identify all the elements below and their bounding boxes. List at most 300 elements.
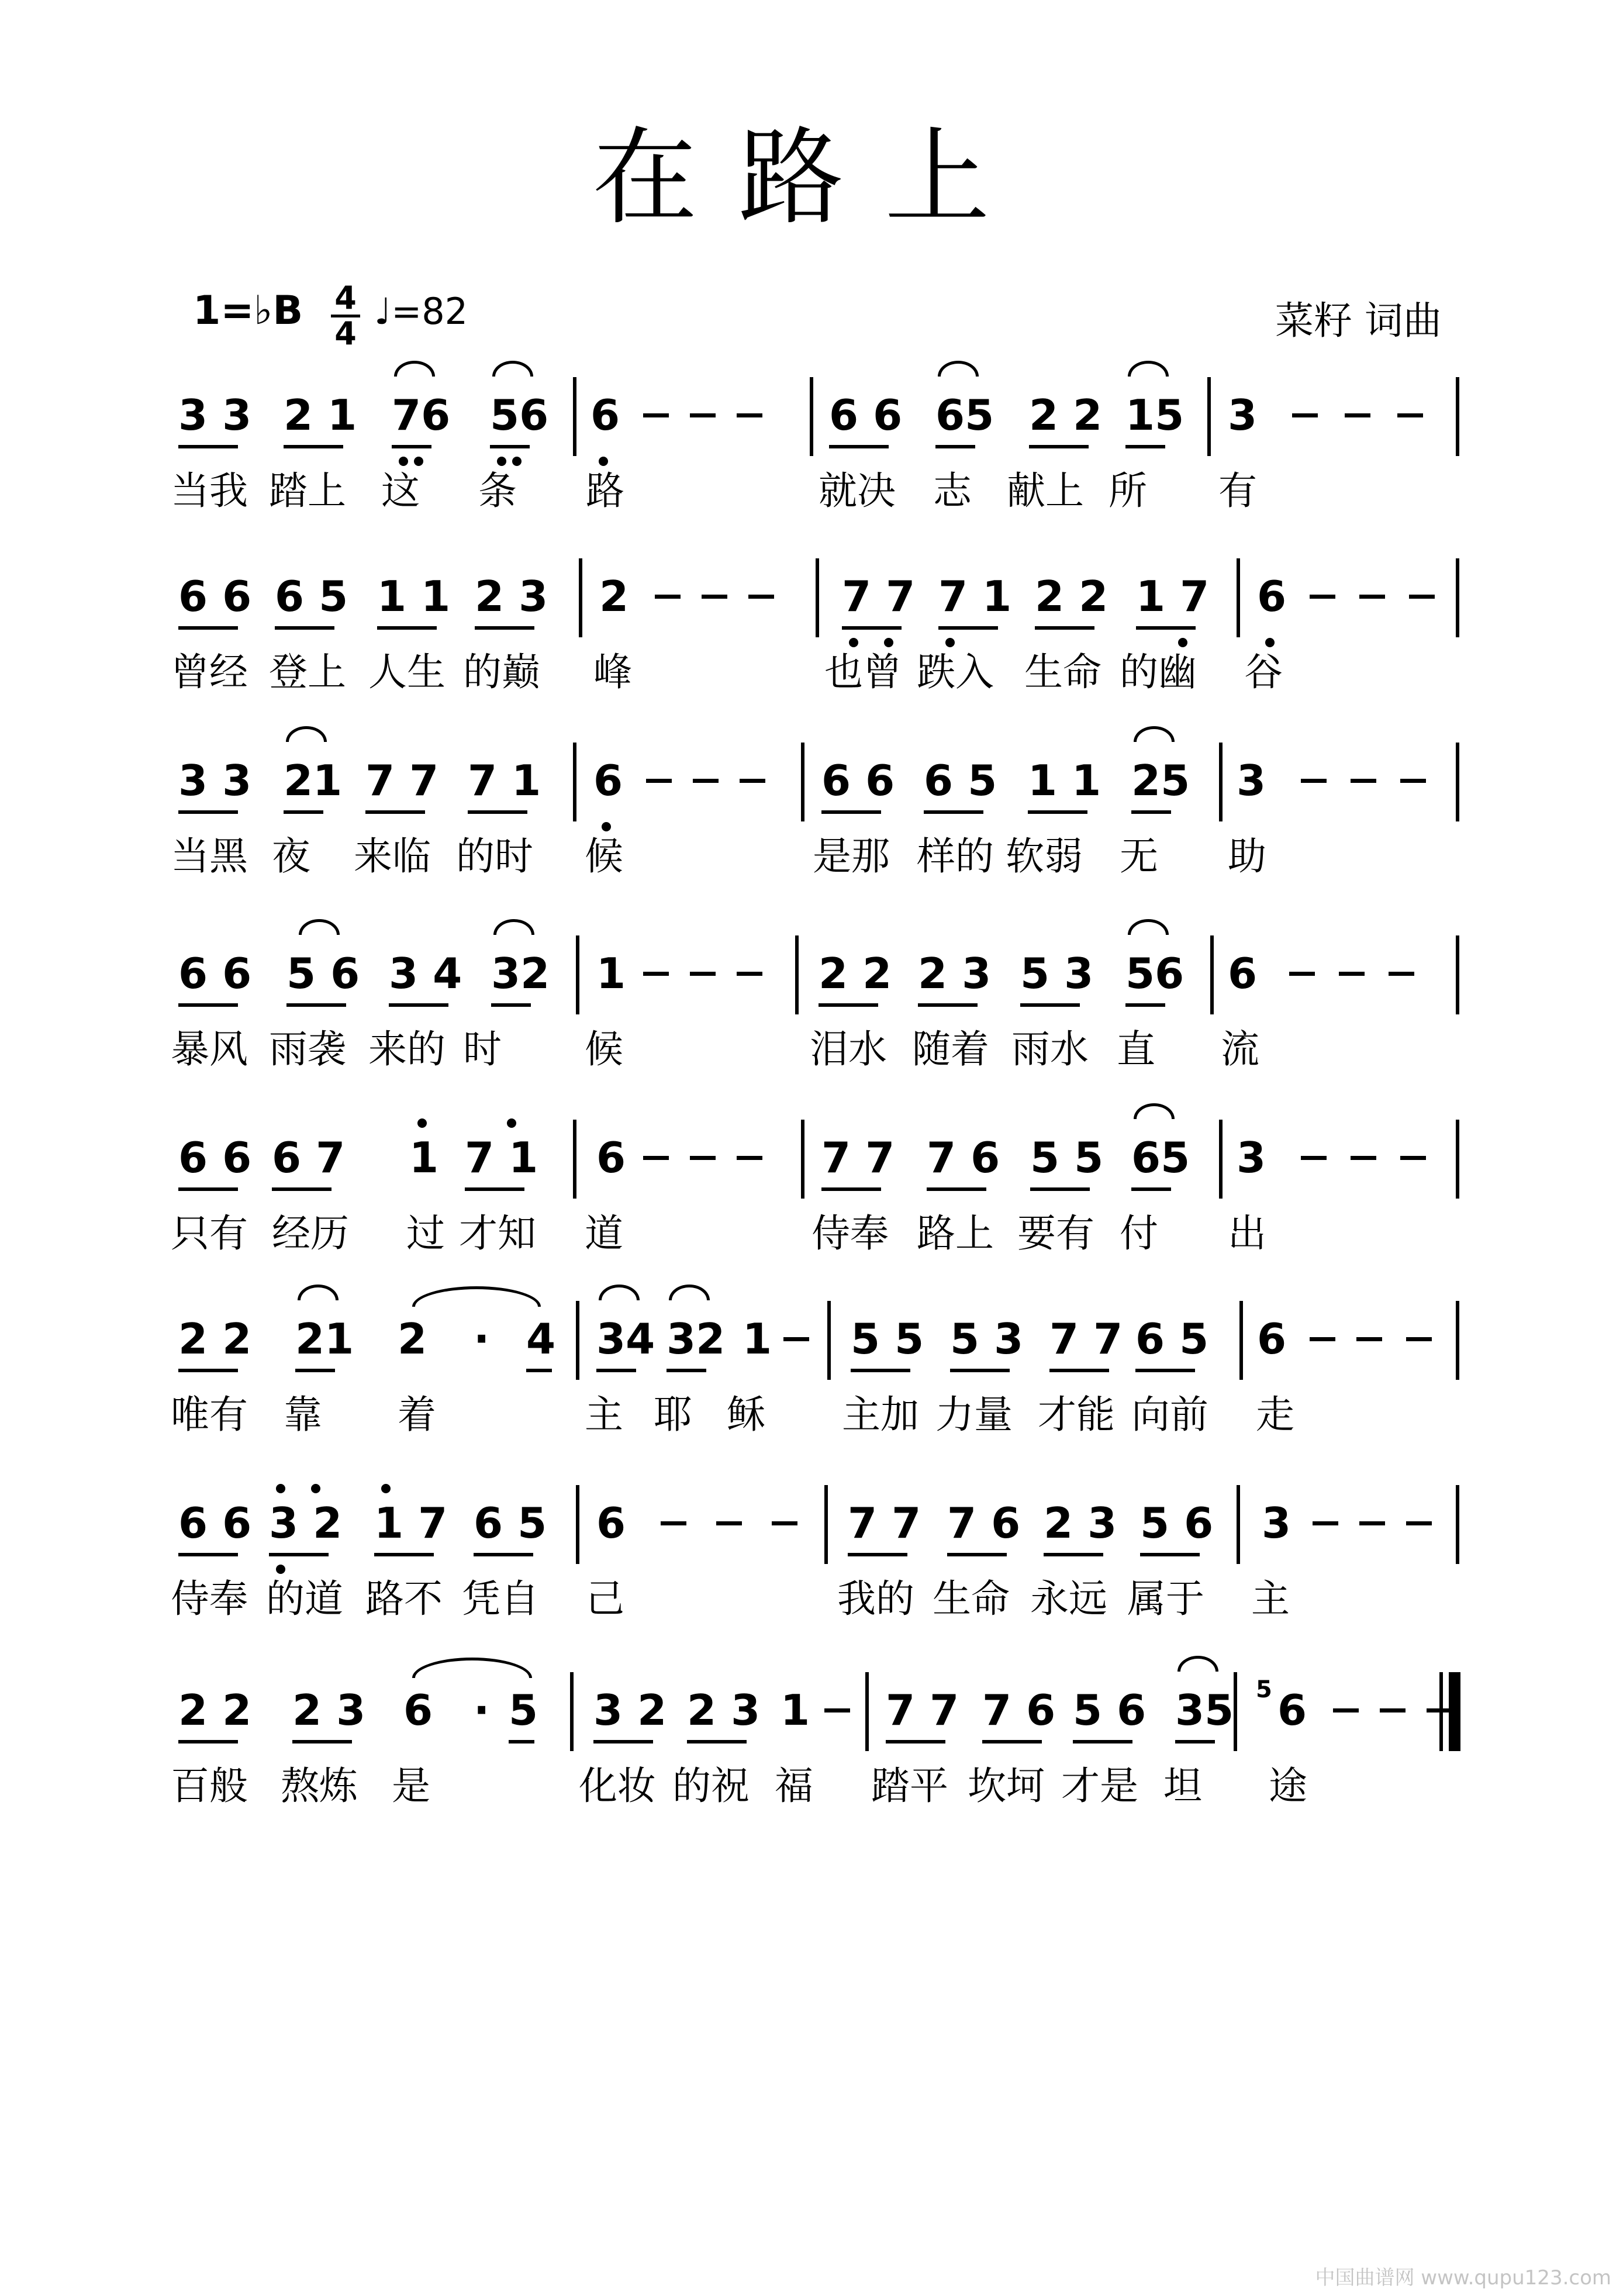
underline-beam (950, 1369, 1010, 1372)
underline-beam (1073, 1740, 1132, 1743)
lyric-syllable: 主 (585, 1392, 623, 1437)
lyric-syllable: 只有 (171, 1211, 248, 1256)
note-digits: 2 3 (687, 1686, 761, 1735)
note-digits: 1 (743, 1314, 772, 1363)
note-digits: 1 1 (1028, 756, 1101, 805)
note-group (269, 1497, 343, 1549)
barline (795, 935, 799, 1014)
note-digits: 2 2 (1029, 391, 1103, 440)
barline (810, 377, 813, 456)
lyric-syllable: 候 (585, 834, 623, 879)
note-digits: 5 3 (1020, 949, 1094, 998)
note-group (474, 1684, 499, 1736)
note-group (599, 570, 629, 623)
hold-dash (1345, 413, 1370, 417)
lyric-syllable: 熬炼 (281, 1763, 358, 1808)
time-numerator: 4 (331, 282, 360, 317)
note-group (509, 1684, 538, 1736)
lyric-syllable: 凭自 (462, 1576, 539, 1621)
note-digits: 7 6 (927, 1133, 1000, 1182)
note-digits: 5 5 (1030, 1133, 1104, 1182)
note-digits: 6 6 (178, 572, 252, 621)
note-digits: 7 6 (982, 1686, 1056, 1735)
lyric-syllable: 峰 (593, 650, 632, 695)
lyric-syllable: 雨水 (1011, 1027, 1089, 1072)
hold-dash (1301, 779, 1327, 783)
underline-beam (687, 1740, 747, 1743)
note-group (1175, 1684, 1234, 1736)
hold-dash (1301, 1156, 1327, 1160)
note-digits: 5 6 (1140, 1499, 1214, 1548)
note-digits: 5 6 (286, 949, 360, 998)
note-group (1049, 1313, 1123, 1365)
barline (1456, 1301, 1459, 1380)
note-group (593, 1684, 667, 1736)
note-group (1044, 1497, 1117, 1549)
lyric-syllable: 的道 (266, 1576, 343, 1621)
lyric-syllable: 当黑 (171, 834, 248, 879)
barline (570, 1672, 574, 1751)
underline-beam (178, 1369, 238, 1372)
tempo-marking: ♩=82 (374, 290, 468, 333)
note-digits: 2 2 (819, 949, 892, 998)
hold-dash (646, 779, 672, 783)
underline-beam (947, 1553, 1007, 1556)
note-group (591, 389, 620, 441)
score-row (0, 947, 1623, 1123)
hold-dash (1356, 1337, 1382, 1341)
note-digits: · (474, 1686, 490, 1735)
lyric-syllable: 志 (933, 468, 972, 513)
note-group (1257, 1313, 1287, 1365)
barline (1456, 1120, 1459, 1199)
lyric-syllable: 是 (392, 1763, 430, 1808)
note-group (924, 754, 997, 807)
barline (1210, 935, 1214, 1014)
note-group (526, 1313, 556, 1365)
underline-beam (1030, 1187, 1090, 1191)
hold-dash (748, 595, 774, 599)
score-row (0, 1131, 1623, 1307)
note-group (490, 389, 549, 441)
note-group (918, 947, 992, 1000)
lyric-syllable: 稣 (727, 1392, 765, 1437)
underline-beam (286, 1003, 346, 1007)
note-group (687, 1684, 761, 1736)
underline-beam (490, 445, 530, 448)
underline-beam (178, 445, 238, 448)
barline (576, 935, 579, 1014)
lyric-syllable: 生命 (1024, 650, 1101, 695)
lyric-syllable: 这 (381, 468, 420, 513)
low-octave-dot (1178, 638, 1187, 647)
underline-beam (284, 810, 323, 814)
note-group (1131, 754, 1190, 807)
lyric-syllable: 要有 (1017, 1211, 1094, 1256)
note-digits: 2 (398, 1314, 427, 1363)
note-group (886, 1684, 959, 1736)
hold-dash (1351, 779, 1376, 783)
hold-dash (1406, 1337, 1432, 1341)
time-denominator: 4 (334, 315, 357, 352)
lyric-syllable: 侍奉 (811, 1211, 889, 1256)
underline-beam (848, 1553, 907, 1556)
underline-beam (667, 1369, 706, 1372)
note-digits: 65 (935, 391, 994, 440)
lyric-syllable: 路上 (917, 1211, 994, 1256)
underline-beam (842, 626, 902, 630)
underline-beam (1175, 1740, 1215, 1743)
note-group (1035, 570, 1109, 623)
note-group (593, 754, 623, 807)
lyric-syllable: 跌入 (917, 650, 994, 695)
note-group (465, 1131, 538, 1184)
note-group (178, 1313, 252, 1365)
hold-dash (783, 1337, 809, 1341)
lyric-syllable: 属于 (1127, 1576, 1204, 1621)
note-digits: 32 (491, 949, 550, 998)
note-group (596, 1131, 626, 1184)
note-group (1228, 389, 1258, 441)
note-digits: 2 2 (178, 1686, 252, 1735)
slur-arc (394, 361, 435, 377)
underline-beam (924, 810, 983, 814)
underline-beam (389, 1003, 448, 1007)
note-digits: 6 6 (178, 949, 252, 998)
note-digits: 7 7 (848, 1499, 921, 1548)
note-group (935, 389, 994, 441)
lyric-syllable: 道 (585, 1211, 623, 1256)
note-digits: 76 (392, 391, 451, 440)
note-digits: 6 5 (1135, 1314, 1209, 1363)
hold-dash (1339, 972, 1365, 976)
hold-dash (1351, 1156, 1376, 1160)
note-digits: 56 (490, 391, 549, 440)
underline-beam (918, 1003, 978, 1007)
hold-dash (1380, 1708, 1406, 1712)
note-digits: 1 (781, 1686, 810, 1735)
note-digits: 7 7 (842, 572, 916, 621)
note-group (851, 1313, 924, 1365)
slur-arc (492, 361, 533, 377)
underline-beam (178, 810, 238, 814)
note-digits: 3 2 (269, 1499, 343, 1548)
note-group (275, 570, 348, 623)
low-octave-dot (276, 1565, 285, 1574)
lyric-syllable: 来的 (368, 1027, 446, 1072)
lyric-syllable: 时 (463, 1027, 502, 1072)
lyric-syllable: 就决 (819, 468, 896, 513)
low-octave-dot (512, 457, 522, 466)
underline-beam (178, 1003, 238, 1007)
lyric-syllable: 途 (1269, 1763, 1307, 1808)
underline-beam (178, 1553, 238, 1556)
note-group (1125, 947, 1185, 1000)
underline-beam (365, 810, 425, 814)
note-group (1028, 754, 1101, 807)
underline-beam (1029, 445, 1089, 448)
hold-dash (693, 779, 719, 783)
note-digits: 6 6 (829, 391, 903, 440)
note-group (1237, 1131, 1266, 1184)
note-digits: 1 7 (1136, 572, 1210, 621)
note-digits: 3 3 (178, 391, 252, 440)
note-digits: 6 (1277, 1686, 1307, 1735)
lyric-syllable: 夜 (272, 834, 310, 879)
high-octave-dot (311, 1484, 320, 1493)
note-digits: 1 1 (377, 572, 451, 621)
hold-dash (690, 1156, 716, 1160)
lyric-syllable: 谷 (1244, 650, 1283, 695)
underline-beam (284, 445, 343, 448)
note-digits: 21 (295, 1314, 354, 1363)
note-group (374, 1497, 448, 1549)
lyric-syllable: 着 (398, 1392, 436, 1437)
note-group (781, 1684, 810, 1736)
hold-dash (1310, 1337, 1335, 1341)
underline-beam (1125, 1003, 1165, 1007)
note-group (1277, 1684, 1307, 1736)
hold-dash (643, 972, 669, 976)
lyric-syllable: 主加 (842, 1392, 919, 1437)
barline (573, 743, 576, 821)
note-digits: 2 3 (1044, 1499, 1117, 1548)
lyric-syllable: 有 (1218, 468, 1257, 513)
note-group (377, 570, 451, 623)
slur-arc (1128, 361, 1169, 377)
hold-dash (655, 595, 681, 599)
lyric-syllable: 靠 (284, 1392, 322, 1437)
hold-dash (737, 1156, 762, 1160)
note-group (474, 1497, 547, 1549)
lyric-syllable: 的祝 (672, 1763, 750, 1808)
lyric-syllable: 踏平 (871, 1763, 948, 1808)
lyric-syllable: 的幽 (1120, 650, 1197, 695)
note-group (403, 1684, 433, 1736)
low-octave-dot (414, 457, 423, 466)
underline-beam (295, 1369, 335, 1372)
note-digits: 7 1 (468, 756, 541, 805)
note-group (848, 1497, 921, 1549)
note-digits: 25 (1131, 756, 1190, 805)
note-group (1073, 1684, 1147, 1736)
lyric-syllable: 过 (406, 1211, 445, 1256)
note-digits: 2 2 (178, 1314, 252, 1363)
lyric-syllable: 百般 (171, 1763, 248, 1808)
underline-beam (178, 1187, 238, 1191)
underline-beam (178, 1740, 238, 1743)
underline-beam (819, 1003, 878, 1007)
lyric-syllable: 侍奉 (171, 1576, 248, 1621)
lyric-syllable: 走 (1256, 1392, 1294, 1437)
note-group (1020, 947, 1094, 1000)
hold-dash (661, 1521, 686, 1525)
note-digits: 6 6 (178, 1499, 252, 1548)
lyric-syllable: 路不 (365, 1576, 443, 1621)
low-octave-dot (884, 638, 893, 647)
note-group (474, 1313, 499, 1365)
underline-beam (1136, 626, 1196, 630)
barline (576, 1301, 579, 1380)
lyric-syllable: 随着 (912, 1027, 989, 1072)
underline-beam (593, 1740, 653, 1743)
note-group (392, 389, 451, 441)
lyric-syllable: 生命 (933, 1576, 1010, 1621)
underline-beam (272, 1187, 331, 1191)
underline-beam (1125, 445, 1165, 448)
barline (827, 1301, 831, 1380)
barline (1456, 743, 1459, 821)
underline-beam (474, 1553, 533, 1556)
score-row (0, 570, 1623, 745)
note-group (1136, 570, 1210, 623)
underline-beam (935, 445, 975, 448)
underline-beam (392, 445, 431, 448)
note-digits: 56 (1125, 949, 1185, 998)
note-group (272, 1131, 346, 1184)
song-title: 在路上 (592, 117, 1031, 239)
underline-beam (1140, 1553, 1200, 1556)
lyric-syllable: 登上 (269, 650, 346, 695)
lyric-syllable: 献上 (1007, 468, 1084, 513)
underline-beam (178, 626, 238, 630)
lyric-syllable: 泪水 (810, 1027, 887, 1072)
note-digits: 6 (1257, 572, 1287, 621)
note-group (398, 1313, 427, 1365)
lyric-syllable: 当我 (171, 468, 248, 513)
lyric-syllable: 来临 (354, 834, 431, 879)
high-octave-dot (381, 1484, 391, 1493)
hold-dash (824, 1708, 850, 1712)
note-digits: 5 5 (851, 1314, 924, 1363)
note-group (178, 1497, 252, 1549)
high-octave-dot (417, 1118, 427, 1128)
hold-dash (1359, 595, 1385, 599)
note-digits: 7 7 (886, 1686, 959, 1735)
score-row (0, 1497, 1623, 1672)
note-digits: · (474, 1314, 490, 1363)
barline (1219, 1120, 1223, 1199)
underline-beam (1028, 810, 1087, 814)
note-digits: 6 5 (924, 756, 997, 805)
note-digits: 5 (1256, 1676, 1272, 1703)
barline (576, 1485, 579, 1564)
note-group (178, 570, 252, 623)
composer-credit: 菜籽 词曲 (1275, 298, 1442, 343)
note-digits: 35 (1175, 1686, 1234, 1735)
note-group (1228, 947, 1258, 1000)
note-digits: 6 (591, 391, 620, 440)
score-row (0, 389, 1623, 564)
hold-dash (702, 595, 727, 599)
lyric-syllable: 福 (775, 1763, 813, 1808)
note-group (667, 1313, 726, 1365)
hold-dash (690, 413, 716, 417)
note-digits: 6 5 (474, 1499, 547, 1548)
hold-dash (1310, 595, 1335, 599)
lyric-syllable: 无 (1120, 834, 1158, 879)
note-group (819, 947, 892, 1000)
barline (1456, 1485, 1459, 1564)
low-octave-dot (849, 638, 858, 647)
low-octave-dot (497, 457, 506, 466)
hold-dash (1289, 972, 1315, 976)
note-digits: 5 3 (950, 1314, 1024, 1363)
note-group (389, 947, 462, 1000)
underline-beam (465, 1187, 524, 1191)
lyric-syllable: 经历 (272, 1211, 349, 1256)
high-octave-dot (507, 1118, 516, 1128)
underline-beam (1135, 1369, 1195, 1372)
underline-beam (526, 1369, 552, 1372)
note-group (1237, 754, 1266, 807)
note-group (829, 389, 903, 441)
note-digits: 1 7 (374, 1499, 448, 1548)
lyric-syllable: 候 (585, 1027, 623, 1072)
note-digits: 1 (409, 1133, 439, 1182)
underline-beam (886, 1740, 945, 1743)
note-digits: 2 3 (292, 1686, 366, 1735)
note-digits: 32 (667, 1314, 726, 1363)
note-group (409, 1131, 439, 1184)
lyric-syllable: 付 (1120, 1211, 1158, 1256)
note-digits: 7 7 (365, 756, 439, 805)
barline (816, 558, 819, 637)
note-group (178, 947, 252, 1000)
note-digits: 2 2 (1035, 572, 1109, 621)
note-group (842, 570, 916, 623)
underline-beam (475, 626, 534, 630)
underline-beam (1131, 1187, 1171, 1191)
note-group (475, 570, 548, 623)
barline (1207, 377, 1211, 456)
underline-beam (829, 445, 889, 448)
note-digits: 4 (526, 1314, 556, 1363)
note-group (178, 389, 252, 441)
note-digits: 7 6 (947, 1499, 1021, 1548)
hold-dash (1313, 1521, 1338, 1525)
lyric-syllable: 唯有 (171, 1392, 248, 1437)
note-group (286, 947, 360, 1000)
lyric-syllable: 的巅 (463, 650, 540, 695)
hold-dash (1409, 595, 1435, 599)
low-octave-dot (945, 638, 955, 647)
hold-dash (643, 1156, 669, 1160)
hold-dash (643, 413, 669, 417)
underline-beam (1131, 810, 1171, 814)
barline (573, 377, 576, 456)
note-digits: 21 (284, 756, 343, 805)
key-label: 1=♭B (193, 288, 303, 334)
high-octave-dot (276, 1484, 285, 1493)
note-digits: 3 4 (389, 949, 462, 998)
underline-beam (468, 810, 527, 814)
note-digits: 3 (1228, 391, 1258, 440)
note-group (821, 754, 895, 807)
lyric-syllable: 力量 (935, 1392, 1013, 1437)
note-digits: 2 3 (918, 949, 992, 998)
lyric-syllable: 坎坷 (968, 1763, 1045, 1808)
lyric-syllable: 我的 (837, 1576, 914, 1621)
hold-dash (1400, 1156, 1426, 1160)
underline-beam (292, 1740, 352, 1743)
barline (1237, 558, 1240, 637)
note-group (178, 1131, 252, 1184)
low-octave-dot (399, 457, 408, 466)
barline (1237, 1485, 1240, 1564)
underline-beam (377, 626, 437, 630)
lyric-syllable: 所 (1109, 468, 1147, 513)
